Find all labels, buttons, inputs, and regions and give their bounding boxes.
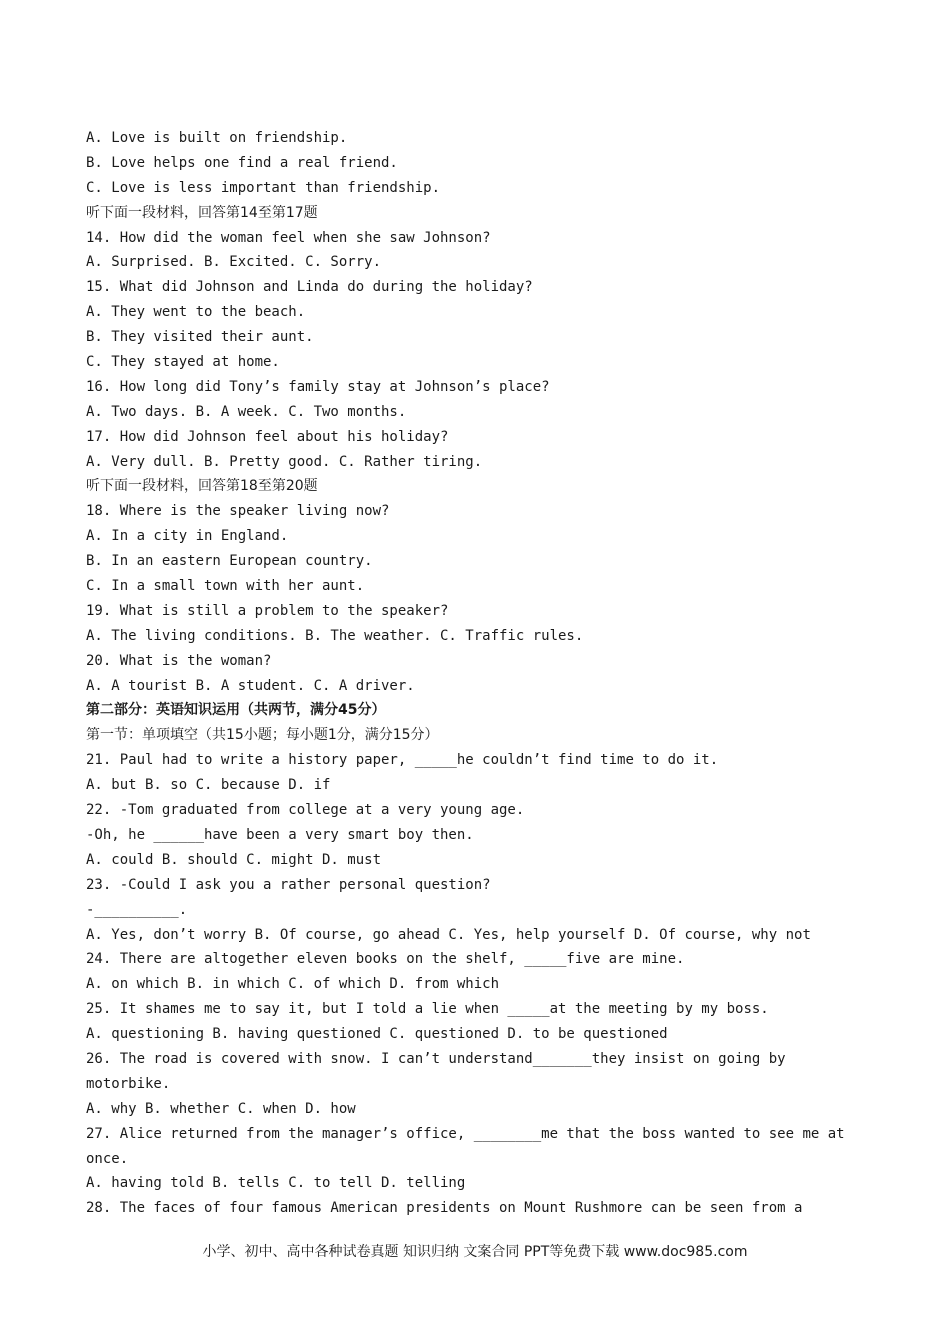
- question-line: 25. It shames me to say it, but I told a lie when _____at the meeting by my boss.: [86, 1001, 769, 1018]
- option-line: A. on which B. in which C. of which D. from which: [86, 976, 500, 993]
- option-line: A. Surprised. B. Excited. C. Sorry.: [86, 254, 382, 271]
- option-line: C. Love is less important than friendship.: [86, 179, 441, 196]
- option-line: A. questioning B. having questioned C. questioned D. to be questioned: [86, 1026, 668, 1043]
- option-line: B. They visited their aunt.: [86, 329, 314, 346]
- option-line: C. In a small town with her aunt.: [86, 578, 365, 595]
- question-line: 18. Where is the speaker living now?: [86, 503, 390, 520]
- page-footer: 小学、初中、高中各种试卷真题 知识归纳 文案合同 PPT等免费下载 www.doc985.com: [202, 1244, 748, 1260]
- section-instruction: 听下面一段材料，回答第18至第20题: [86, 478, 318, 495]
- option-line: A. In a city in England.: [86, 528, 289, 545]
- option-line: A. A tourist B. A student. C. A driver.: [86, 677, 415, 694]
- question-line: 27. Alice returned from the manager’s office, ________me that the boss wanted to see me at: [86, 1125, 845, 1142]
- option-line: A. The living conditions. B. The weather. C. Traffic rules.: [86, 627, 584, 644]
- question-line: 20. What is the woman?: [86, 652, 272, 669]
- question-line-continued: once.: [86, 1150, 129, 1167]
- section-instruction: 听下面一段材料，回答第14至第17题: [86, 204, 318, 221]
- dialog-line: -__________.: [86, 901, 188, 918]
- option-line: B. Love helps one find a real friend.: [86, 154, 398, 171]
- option-line: C. They stayed at home.: [86, 354, 280, 371]
- question-line: 15. What did Johnson and Linda do during the holiday?: [86, 279, 533, 296]
- option-line: A. Love is built on friendship.: [86, 130, 348, 146]
- option-line: A. why B. whether C. when D. how: [86, 1100, 356, 1117]
- question-line: 28. The faces of four famous American presidents on Mount Rushmore can be seen from a: [86, 1200, 803, 1217]
- option-line: A. having told B. tells C. to tell D. telling: [86, 1175, 466, 1192]
- option-line: A. Very dull. B. Pretty good. C. Rather tiring.: [86, 453, 483, 470]
- option-line: A. Two days. B. A week. C. Two months.: [86, 403, 407, 420]
- option-line: B. In an eastern European country.: [86, 553, 373, 570]
- question-line: 24. There are altogether eleven books on the shelf, _____five are mine.: [86, 951, 685, 968]
- option-line: A. Yes, don’t worry B. Of course, go ahead C. Yes, help yourself D. Of course, why not: [86, 926, 811, 943]
- question-line: 16. How long did Tony’s family stay at Johnson’s place?: [86, 378, 550, 395]
- option-line: A. but B. so C. because D. if: [86, 777, 331, 794]
- part-heading: 第二部分：英语知识运用（共两节，满分45分）: [86, 702, 386, 719]
- question-line: 21. Paul had to write a history paper, _____he couldn’t find time to do it.: [86, 752, 719, 769]
- question-line: 19. What is still a problem to the speaker?: [86, 602, 449, 619]
- question-line: 14. How did the woman feel when she saw Johnson?: [86, 229, 491, 246]
- document-body: [86, 126, 866, 1221]
- question-line-continued: motorbike.: [86, 1075, 171, 1092]
- option-line: A. could B. should C. might D. must: [86, 851, 382, 868]
- option-line: A. They went to the beach.: [86, 304, 306, 321]
- question-line: 17. How did Johnson feel about his holiday?: [86, 428, 449, 445]
- section-heading: 第一节：单项填空（共15小题；每小题1分，满分15分）: [86, 727, 439, 744]
- question-line: 22. -Tom graduated from college at a very young age.: [86, 802, 525, 819]
- dialog-line: -Oh, he ______have been a very smart boy then.: [86, 826, 474, 843]
- question-line: 23. -Could I ask you a rather personal question?: [86, 876, 491, 893]
- question-line: 26. The road is covered with snow. I can’t understand_______they insist on going by: [86, 1050, 786, 1067]
